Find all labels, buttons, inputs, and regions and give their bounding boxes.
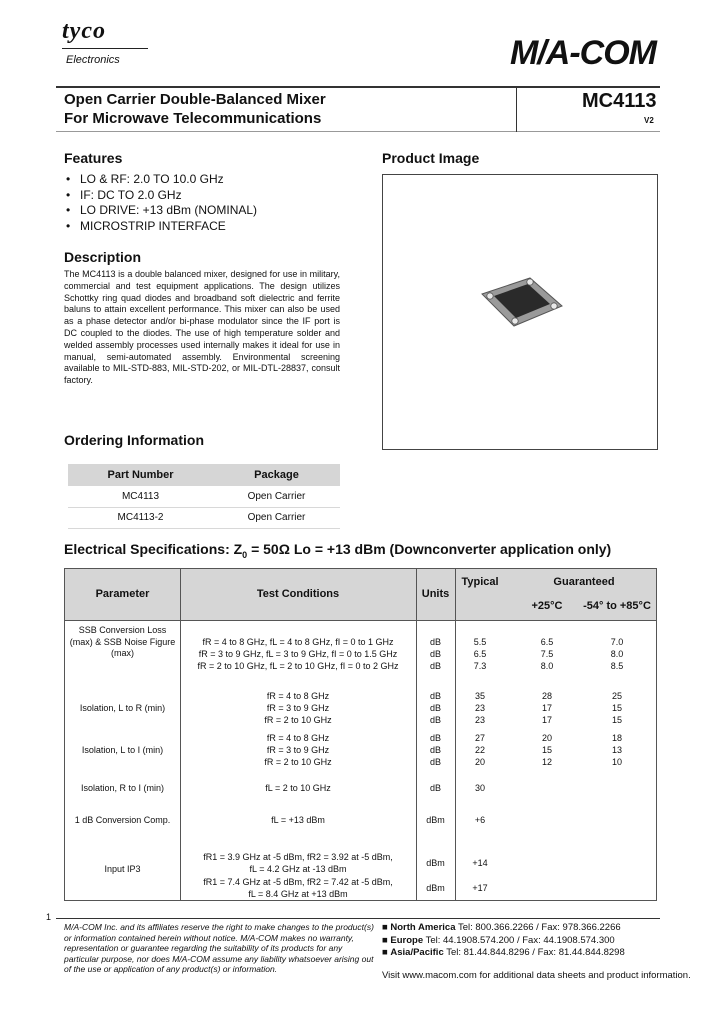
spec-units: dB <box>429 745 441 755</box>
spec-typical: 5.5 <box>473 637 487 647</box>
spec-guaranteed-range: 15 <box>611 703 622 713</box>
spec-guaranteed-range: 7.0 <box>610 637 624 647</box>
spec-parameter: Isolation, R to I (min) <box>80 783 165 793</box>
spec-guaranteed-range: 10 <box>611 757 622 767</box>
spec-units: dB <box>429 691 441 701</box>
footer-disclaimer: M/A-COM Inc. and its affiliates reserve the right to make changes to the product(s) or information contained herein without notice. M/A-COM makes no warranty, representation or guarantee regarding the suitability of its products for any particular purpose, nor does M/A-COM assume any liability whatsoever arising out of the use or application of any product(s) or information. <box>64 922 374 974</box>
spec-guaranteed-25c: 6.5 <box>540 637 554 647</box>
spec-guaranteed-25c: 12 <box>541 757 552 767</box>
electrical-spec-table <box>64 568 657 901</box>
spec-guaranteed-25c: 20 <box>541 733 552 743</box>
tyco-logo-rule <box>62 48 148 49</box>
spec-header-25c: +25°C <box>531 600 563 612</box>
spec-units: dBm <box>426 815 445 825</box>
spec-guaranteed-25c: 7.5 <box>540 649 554 659</box>
spec-units: dB <box>429 637 441 647</box>
spec-condition: fR = 4 to 8 GHz <box>266 691 330 701</box>
feature-item: • IF: DC TO 2.0 GHz <box>66 188 257 204</box>
spec-units: dBm <box>426 858 445 868</box>
title-separator <box>516 86 517 132</box>
spec-header-units: Units <box>421 588 450 600</box>
spec-header-guaranteed: Guaranteed <box>553 576 615 588</box>
spec-parameter: Isolation, L to I (min) <box>81 745 164 755</box>
tyco-logo: tyco <box>62 18 106 44</box>
spec-header-conditions: Test Conditions <box>256 588 340 600</box>
contact-asia-pacific: ■ Asia/Pacific Tel: 81.44.844.8296 / Fax: 81.44.844.8298 <box>382 947 625 959</box>
spec-condition: fL = 2 to 10 GHz <box>265 783 331 793</box>
spec-condition: fR = 4 to 8 GHz, fL = 4 to 8 GHz, fI = 0 to 1 GHz <box>202 637 394 647</box>
spec-typical: +6 <box>474 815 486 825</box>
spec-units: dB <box>429 703 441 713</box>
spec-condition: fL = 4.2 GHz at -13 dBm <box>249 864 347 874</box>
spec-units: dB <box>429 715 441 725</box>
spec-guaranteed-25c: 17 <box>541 715 552 725</box>
spec-parameter: Input IP3 <box>104 864 141 874</box>
spec-typical: 27 <box>474 733 485 743</box>
spec-units: dB <box>429 661 441 671</box>
spec-condition: fL = 8.4 GHz at +13 dBm <box>248 889 348 899</box>
spec-typical: 35 <box>474 691 485 701</box>
feature-item: • MICROSTRIP INTERFACE <box>66 219 257 235</box>
spec-typical: 22 <box>474 745 485 755</box>
spec-guaranteed-range: 18 <box>611 733 622 743</box>
ordering-col-part: Part Number <box>68 464 213 486</box>
spec-units: dB <box>429 733 441 743</box>
spec-condition: fR1 = 3.9 GHz at -5 dBm, fR2 = 3.92 at -5 dBm, <box>203 852 393 862</box>
spec-condition: fR = 2 to 10 GHz <box>264 715 332 725</box>
table-row <box>68 507 340 528</box>
spec-condition: fR = 3 to 9 GHz, fL = 3 to 9 GHz, fI = 0 to 1.5 GHz <box>198 649 398 659</box>
spec-typical: 23 <box>474 703 485 713</box>
spec-units: dB <box>429 649 441 659</box>
contact-info: Tel: 81.44.844.8296 / Fax: 81.44.844.8298 <box>446 947 625 959</box>
macom-logo: M/A-COM <box>510 34 656 72</box>
contact-region: Asia/Pacific <box>390 947 444 959</box>
ordering-table <box>68 464 340 529</box>
spec-typical: 30 <box>474 783 485 793</box>
ordering-header-row <box>68 464 340 486</box>
spec-condition: fR = 3 to 9 GHz <box>266 703 330 713</box>
spec-typical: 20 <box>474 757 485 767</box>
spec-guaranteed-25c: 28 <box>541 691 552 701</box>
part-number: MC4113 <box>582 90 657 112</box>
spec-parameter: SSB Conversion Loss (max) & SSB Noise Figure (max) <box>69 625 176 659</box>
spec-condition: fR = 3 to 9 GHz <box>266 745 330 755</box>
spec-header-typical: Typical <box>461 576 499 588</box>
spec-guaranteed-25c: 15 <box>541 745 552 755</box>
spec-condition: fL = +13 dBm <box>271 815 325 825</box>
ordering-part: MC4113 <box>68 486 213 507</box>
electrical-heading-prefix: Electrical Specifications: Z <box>64 541 243 557</box>
document-title <box>64 90 326 128</box>
electrical-heading-sub: 0 <box>242 549 248 560</box>
product-image-heading: Product Image <box>382 150 480 166</box>
spec-typical: 7.3 <box>473 661 487 671</box>
footer-rule <box>56 918 660 919</box>
spec-units: dBm <box>426 883 445 893</box>
title-line-2: For Microwave Telecommunications <box>64 110 322 127</box>
contact-info: Tel: 800.366.2266 / Fax: 978.366.2266 <box>457 922 621 933</box>
contact-north-america: ■ North America Tel: 800.366.2266 / Fax: 978.366.2266 <box>382 922 621 933</box>
ordering-part: MC4113-2 <box>68 507 213 528</box>
spec-units: dB <box>429 783 441 793</box>
description-text: The MC4113 is a double balanced mixer, designed for use in military, commercial and test equipment applications. The design utilizes Schottky ring quad diodes and broadband soft dielectric and ferrite baluns to attain excellent performance. This mixer can also be used as a phase detector and/or bi-phase modulator since the IF port is DC coupled to the diodes. The use of high temperature solder and welded assembly processes used internally makes it ideal for use in manual, semi-automated assembly. Environmental screening available to MIL-STD-883, MIL-STD-202, or MIL-DTL-28837, consult factory. <box>64 269 340 386</box>
spec-parameter: Isolation, L to R (min) <box>79 703 166 713</box>
table-row <box>68 486 340 507</box>
spec-header-range: -54° to +85°C <box>583 600 651 612</box>
description-heading: Description <box>64 249 142 265</box>
feature-item: • LO DRIVE: +13 dBm (NOMINAL) <box>66 203 257 219</box>
ordering-package: Open Carrier <box>213 507 340 528</box>
spec-typical: 6.5 <box>473 649 487 659</box>
spec-parameter: 1 dB Conversion Comp. <box>74 815 171 825</box>
ordering-heading: Ordering Information <box>64 432 204 448</box>
mixer-chip-image <box>480 276 564 328</box>
spec-guaranteed-range: 15 <box>611 715 622 725</box>
footer-contacts <box>382 922 625 960</box>
spec-guaranteed-range: 13 <box>611 745 622 755</box>
feature-item: • LO & RF: 2.0 TO 10.0 GHz <box>66 172 257 188</box>
ordering-col-package: Package <box>213 464 340 486</box>
spec-guaranteed-range: 8.0 <box>610 649 624 659</box>
title-line-1: Open Carrier Double-Balanced Mixer <box>64 91 326 108</box>
footer-visit-link[interactable]: Visit www.macom.com for additional data sheets and product information. <box>382 970 691 981</box>
spec-condition: fR = 4 to 8 GHz <box>266 733 330 743</box>
spec-guaranteed-25c: 17 <box>541 703 552 713</box>
contact-europe: ■ Europe Tel: 44.1908.574.200 / Fax: 44.1908.574.300 <box>382 934 615 946</box>
spec-condition: fR = 2 to 10 GHz <box>264 757 332 767</box>
contact-info: Tel: 44.1908.574.200 / Fax: 44.1908.574.300 <box>425 934 615 946</box>
page-number: 1 <box>46 912 52 922</box>
contact-region: North America <box>390 922 456 933</box>
spec-typical: +17 <box>472 883 488 893</box>
spec-typical: 23 <box>474 715 485 725</box>
spec-guaranteed-range: 8.5 <box>610 661 624 671</box>
spec-condition: fR = 2 to 10 GHz, fL = 2 to 10 GHz, fI = 0 to 2 GHz <box>197 661 399 671</box>
features-list <box>66 172 257 234</box>
spec-typical: +14 <box>472 858 488 868</box>
electrical-heading <box>64 541 611 560</box>
features-heading: Features <box>64 150 123 166</box>
electrical-heading-suffix: = 50Ω Lo = +13 dBm (Downconverter application only) <box>247 541 612 557</box>
ordering-package: Open Carrier <box>213 486 340 507</box>
version-label: V2 <box>644 116 654 125</box>
spec-guaranteed-25c: 8.0 <box>540 661 554 671</box>
spec-header-parameter: Parameter <box>95 588 150 600</box>
spec-guaranteed-range: 25 <box>611 691 622 701</box>
spec-units: dB <box>429 757 441 767</box>
spec-condition: fR1 = 7.4 GHz at -5 dBm, fR2 = 7.42 at -5 dBm, <box>203 877 393 887</box>
tyco-logo-subtitle: Electronics <box>66 54 120 66</box>
contact-region: Europe <box>390 934 424 946</box>
